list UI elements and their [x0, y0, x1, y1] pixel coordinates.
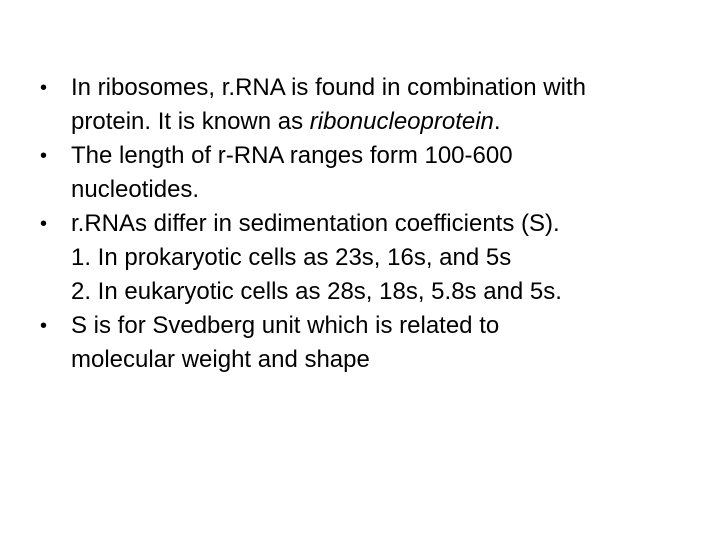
bullet-list: [40, 71, 700, 377]
bullet-item-length: [40, 139, 700, 207]
bullet-text-segment: protein. It is known as: [71, 108, 310, 135]
numbered-sub-item: 2. In eukaryotic cells as 28s, 18s, 5.8s and 5s.: [71, 278, 562, 305]
bullet-text-line: molecular weight and shape: [71, 346, 370, 373]
bullet-text-line: nucleotides.: [71, 176, 200, 203]
bullet-marker: •: [40, 77, 48, 99]
bullet-text-line: The length of r-RNA ranges form 100-600: [71, 142, 513, 169]
bullet-marker: •: [40, 315, 48, 337]
bullet-text-line: In ribosomes, r.RNA is found in combination with: [71, 74, 586, 101]
bullet-item-svedberg: [40, 309, 700, 377]
bullet-marker: •: [40, 213, 48, 235]
bullet-item-sedimentation: [40, 207, 700, 309]
bullet-marker: •: [40, 145, 48, 167]
bullet-text-segment: .: [493, 108, 501, 135]
bullet-text-line: S is for Svedberg unit which is related to: [71, 312, 500, 339]
bullet-text-line: [71, 105, 700, 139]
numbered-sub-item: 1. In prokaryotic cells as 23s, 16s, and 5s: [71, 244, 512, 271]
bullet-item-ribosomes: [40, 71, 700, 139]
emphasized-term: ribonucleoprotein: [309, 108, 494, 135]
bullet-text-line: r.RNAs differ in sedimentation coefficients (S).: [71, 210, 560, 237]
